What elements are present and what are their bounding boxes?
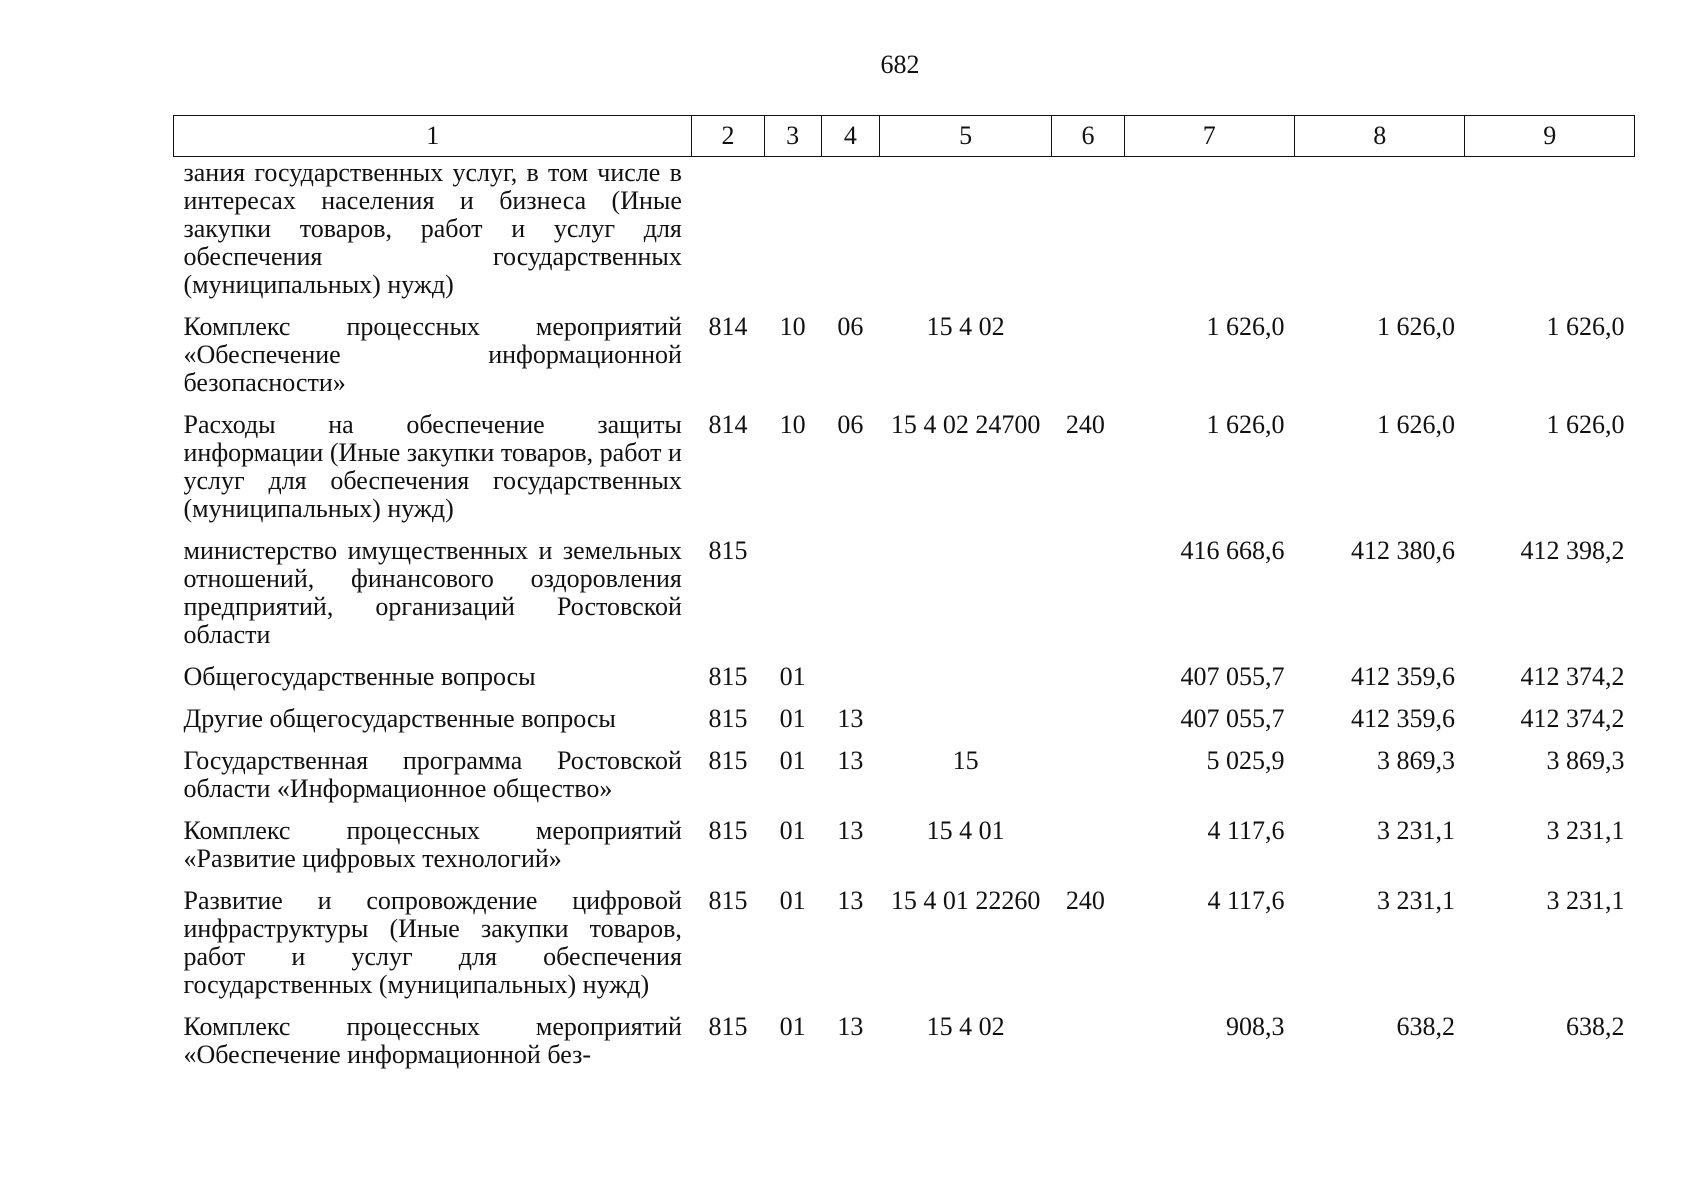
amount-col-7 xyxy=(1124,157,1294,300)
subsection-code: 13 xyxy=(837,704,864,733)
subsection-code: 13 xyxy=(837,816,864,845)
expense-type-code xyxy=(1052,523,1124,649)
column-header: 1 xyxy=(174,116,692,157)
expense-type-code xyxy=(1052,649,1124,691)
subsection-code: 13 xyxy=(837,746,864,775)
ministry-code xyxy=(692,157,764,300)
section-code xyxy=(764,523,821,649)
item-name: Комплекс процессных мероприятий «Развитие цифровых технологий» xyxy=(183,816,682,873)
target-article-code: 15 4 02 xyxy=(926,1012,1005,1041)
page-number: 682 xyxy=(880,50,920,79)
section-code: 10 xyxy=(779,410,806,439)
ministry-code: 814 xyxy=(708,312,748,341)
ministry-code: 815 xyxy=(708,746,748,775)
subsection-code xyxy=(821,157,879,300)
amount-col-7: 908,3 xyxy=(1226,1012,1285,1041)
ministry-code: 815 xyxy=(708,536,748,565)
table-row xyxy=(174,397,1635,523)
section-code: 01 xyxy=(779,746,806,775)
section-code: 10 xyxy=(779,312,806,341)
amount-col-8: 1 626,0 xyxy=(1376,410,1455,439)
amount-col-8 xyxy=(1295,157,1465,300)
target-article-code xyxy=(879,649,1051,691)
amount-col-8: 412 380,6 xyxy=(1350,536,1455,565)
item-name: Государственная программа Ростовской области «Информационное общество» xyxy=(183,746,682,803)
subsection-code: 13 xyxy=(837,886,864,915)
expense-type-code xyxy=(1052,733,1124,803)
table-row xyxy=(174,733,1635,803)
target-article-code: 15 xyxy=(952,746,979,775)
amount-col-8: 3 869,3 xyxy=(1376,746,1455,775)
amount-col-9: 1 626,0 xyxy=(1546,312,1625,341)
item-name: Развитие и сопровождение цифровой инфраструктуры (Иные закупки товаров, работ и услуг для обеспечения государственных (муниципальных) нужд) xyxy=(183,886,682,999)
target-article-code: 15 4 02 xyxy=(926,312,1005,341)
ministry-code: 815 xyxy=(708,886,748,915)
section-code xyxy=(764,157,821,300)
amount-col-9 xyxy=(1465,157,1635,300)
subsection-code: 13 xyxy=(837,1012,864,1041)
amount-col-7: 4 117,6 xyxy=(1207,816,1285,845)
target-article-code: 15 4 01 22260 xyxy=(890,886,1041,915)
section-code: 01 xyxy=(779,662,806,691)
amount-col-8: 3 231,1 xyxy=(1376,816,1455,845)
section-code: 01 xyxy=(779,816,806,845)
ministry-code: 815 xyxy=(708,662,748,691)
column-header: 4 xyxy=(821,116,879,157)
column-header: 8 xyxy=(1295,116,1465,157)
item-name: Комплекс процессных мероприятий «Обеспечение информационной безопасности» xyxy=(183,312,682,397)
target-article-code: 15 4 02 24700 xyxy=(890,410,1041,439)
column-header: 9 xyxy=(1465,116,1635,157)
expense-type-code xyxy=(1052,803,1124,873)
item-name: Расходы на обеспечение защиты информации (Иные закупки товаров, работ и услуг для обеспечения государственных (муниципальных) нужд) xyxy=(183,410,682,523)
target-article-code xyxy=(879,157,1051,300)
section-code: 01 xyxy=(779,1012,806,1041)
column-number-header xyxy=(174,116,1635,157)
amount-col-8: 412 359,6 xyxy=(1350,704,1455,733)
amount-col-7: 5 025,9 xyxy=(1206,746,1285,775)
amount-col-8: 638,2 xyxy=(1396,1012,1455,1041)
amount-col-7: 407 055,7 xyxy=(1180,662,1285,691)
amount-col-7: 1 626,0 xyxy=(1206,312,1285,341)
table-row xyxy=(174,803,1635,873)
table-row xyxy=(174,299,1635,397)
section-code: 01 xyxy=(779,704,806,733)
table-row xyxy=(174,999,1635,1069)
amount-col-8: 1 626,0 xyxy=(1376,312,1455,341)
amount-col-9: 412 398,2 xyxy=(1520,536,1625,565)
item-name: Другие общегосударственные вопросы xyxy=(183,704,616,733)
column-header: 3 xyxy=(764,116,821,157)
target-article-code xyxy=(879,691,1051,733)
expense-type-code: 240 xyxy=(1065,410,1105,439)
expense-type-code xyxy=(1052,691,1124,733)
table-row xyxy=(174,157,1635,300)
amount-col-7: 416 668,6 xyxy=(1180,536,1285,565)
subsection-code xyxy=(821,649,879,691)
budget-table xyxy=(173,115,1635,1069)
column-header: 7 xyxy=(1124,116,1294,157)
item-name: зания государственных услуг, в том числе в интересах населения и бизнеса (Иные закупки товаров, работ и услуг для обеспечения государственных (муниципальных) нужд) xyxy=(183,158,682,299)
amount-col-7: 407 055,7 xyxy=(1180,704,1285,733)
target-article-code: 15 4 01 xyxy=(926,816,1005,845)
item-name: министерство имущественных и земельных отношений, финансового оздоровления предприятий, организаций Ростовской области xyxy=(183,536,682,649)
column-header: 5 xyxy=(879,116,1051,157)
table-row xyxy=(174,649,1635,691)
column-header: 6 xyxy=(1052,116,1124,157)
amount-col-9: 638,2 xyxy=(1566,1012,1625,1041)
expense-type-code xyxy=(1052,299,1124,397)
item-name: Общегосударственные вопросы xyxy=(183,662,536,691)
subsection-code: 06 xyxy=(837,312,864,341)
item-name: Комплекс процессных мероприятий «Обеспечение информационной без- xyxy=(183,1012,682,1069)
expense-type-code: 240 xyxy=(1065,886,1105,915)
amount-col-8: 412 359,6 xyxy=(1350,662,1455,691)
expense-type-code xyxy=(1052,999,1124,1069)
amount-col-9: 3 231,1 xyxy=(1546,816,1625,845)
amount-col-7: 4 117,6 xyxy=(1207,886,1285,915)
ministry-code: 815 xyxy=(708,704,748,733)
target-article-code xyxy=(879,523,1051,649)
amount-col-8: 3 231,1 xyxy=(1376,886,1455,915)
section-code: 01 xyxy=(779,886,806,915)
table-row xyxy=(174,873,1635,999)
amount-col-7: 1 626,0 xyxy=(1206,410,1285,439)
amount-col-9: 3 231,1 xyxy=(1546,886,1625,915)
table-row xyxy=(174,523,1635,649)
expense-type-code xyxy=(1052,157,1124,300)
amount-col-9: 1 626,0 xyxy=(1546,410,1625,439)
ministry-code: 815 xyxy=(708,1012,748,1041)
subsection-code xyxy=(821,523,879,649)
amount-col-9: 412 374,2 xyxy=(1520,662,1625,691)
amount-col-9: 412 374,2 xyxy=(1520,704,1625,733)
table-row xyxy=(174,691,1635,733)
ministry-code: 815 xyxy=(708,816,748,845)
subsection-code: 06 xyxy=(837,410,864,439)
amount-col-9: 3 869,3 xyxy=(1546,746,1625,775)
column-header: 2 xyxy=(692,116,764,157)
ministry-code: 814 xyxy=(708,410,748,439)
